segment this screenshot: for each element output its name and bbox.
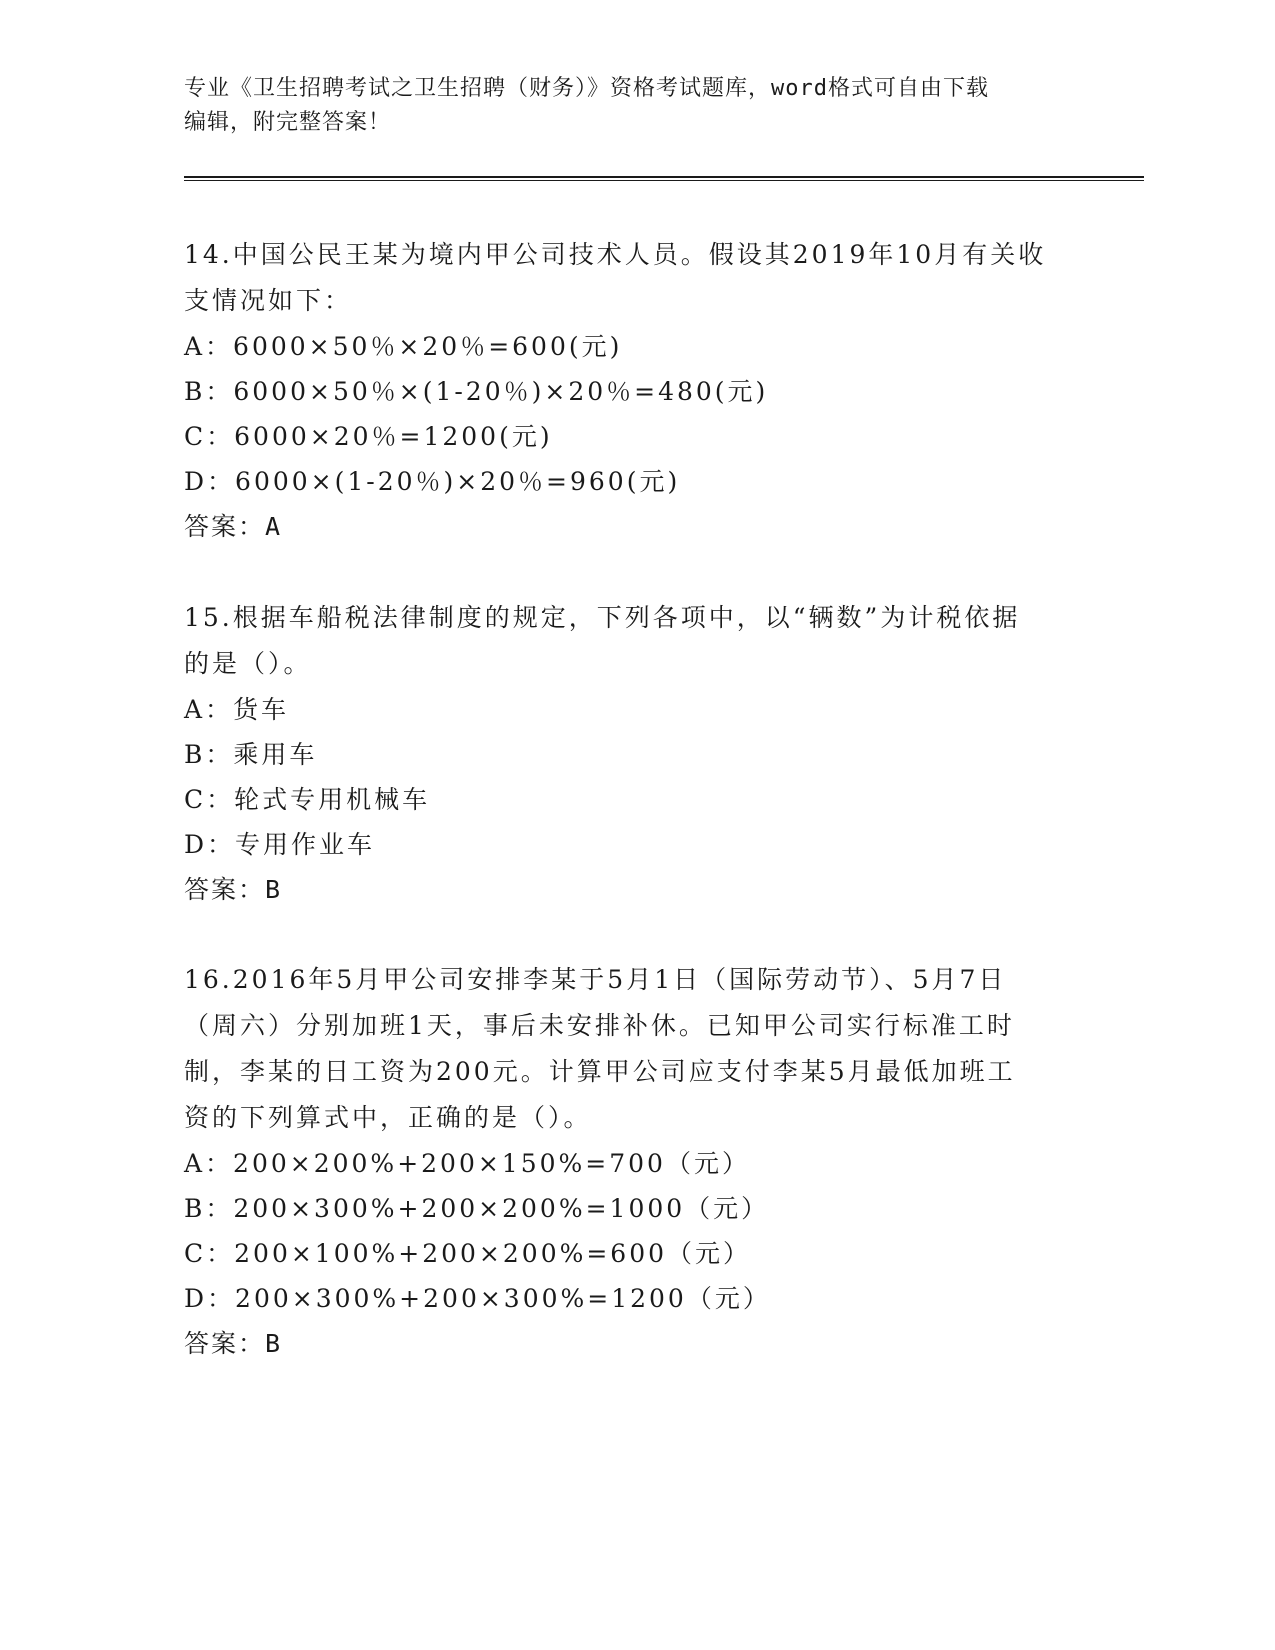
answer-label: 答案： [184, 1329, 266, 1358]
document-header [184, 72, 1084, 140]
question-stem-line: 支情况如下： [184, 286, 353, 315]
option-c: C：轮式专用机械车 [184, 785, 431, 814]
answer-label: 答案： [184, 875, 266, 904]
question-stem [184, 232, 1084, 324]
question-stem [184, 595, 1084, 687]
answer-line [184, 504, 1084, 550]
question-stem-line: 16.2016年5月甲公司安排李某于5月1日（国际劳动节）、5月7日 [184, 965, 1007, 994]
option-a: A：200×200%+200×150%=700（元） [184, 1149, 750, 1178]
option-b: B：乘用车 [184, 740, 318, 769]
answer-key: B [265, 1329, 283, 1358]
answer-key: A [265, 512, 283, 541]
question-stem-line: 15.根据车船税法律制度的规定，下列各项中，以“辆数”为计税依据 [184, 603, 1021, 632]
question-14 [184, 232, 1084, 550]
question-stem-line: （周六）分别加班1天，事后未安排补休。已知甲公司实行标准工时 [184, 1011, 1015, 1040]
option-c: C：6000×20％=1200(元) [184, 422, 553, 451]
option-b: B：6000×50％×(1-20％)×20％=480(元) [184, 377, 769, 406]
option-b: B：200×300%+200×200%=1000（元） [184, 1194, 770, 1223]
question-16 [184, 957, 1084, 1367]
question-15 [184, 595, 1084, 913]
header-line-2: 编辑，附完整答案！ [184, 110, 392, 135]
question-stem [184, 957, 1084, 1141]
answer-key: B [265, 875, 283, 904]
question-stem-line: 资的下列算式中，正确的是（）。 [184, 1103, 592, 1132]
header-line-1: 专业《卫生招聘考试之卫生招聘（财务）》资格考试题库，word格式可自由下载 [184, 76, 989, 101]
header-divider [184, 176, 1144, 181]
option-d: D：200×300%+200×300%=1200（元） [184, 1284, 771, 1313]
option-c: C：200×100%+200×200%=600（元） [184, 1239, 752, 1268]
option-a: A：货车 [184, 695, 290, 724]
question-stem-line: 制，李某的日工资为200元。计算甲公司应支付李某5月最低加班工 [184, 1057, 1016, 1086]
option-d: D：专用作业车 [184, 830, 376, 859]
option-d: D：6000×(1-20％)×20％=960(元) [184, 467, 681, 496]
question-stem-line: 的是（）。 [184, 649, 312, 678]
option-a: A：6000×50％×20％=600(元) [184, 332, 623, 361]
answer-line [184, 1321, 1084, 1367]
answer-label: 答案： [184, 512, 266, 541]
question-stem-line: 14.中国公民王某为境内甲公司技术人员。假设其2019年10月有关收 [184, 240, 1047, 269]
answer-line [184, 867, 1084, 913]
